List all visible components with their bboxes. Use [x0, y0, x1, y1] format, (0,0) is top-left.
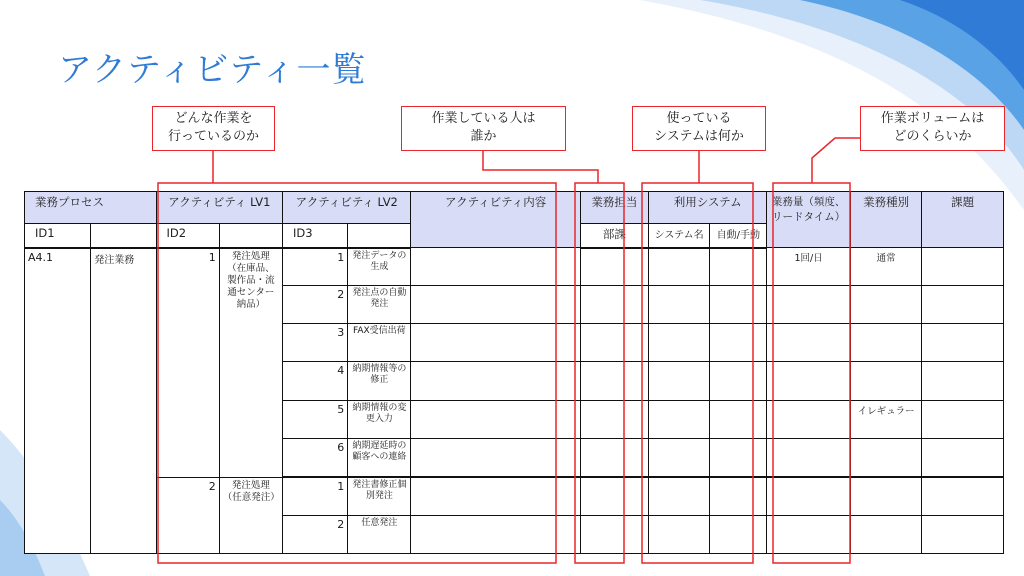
- header-auto-manual: 自動/手動: [710, 224, 767, 248]
- callout-line: 作業している人は: [431, 111, 536, 126]
- header-system: 利用システム: [649, 192, 767, 224]
- row-dept: [580, 400, 648, 438]
- row-id3: 2: [282, 286, 347, 324]
- activity-table: [24, 191, 1004, 554]
- row-auto-manual: [710, 362, 767, 400]
- row-type: イレギュラー: [850, 400, 921, 438]
- row-content: [411, 438, 580, 477]
- row-id3: 4: [282, 362, 347, 400]
- row-system-name: [649, 438, 710, 477]
- row-volume: [767, 286, 851, 324]
- row-type: [850, 515, 921, 553]
- header-process: 業務プロセス: [25, 192, 157, 224]
- row-system-name: [649, 286, 710, 324]
- row-id3: 3: [282, 324, 347, 362]
- row-id3: 2: [282, 515, 347, 553]
- row-system-name: [649, 515, 710, 553]
- row-activity: 納期情報等の修正: [348, 362, 411, 400]
- row-system-name: [649, 248, 710, 286]
- row-activity: 発注書修正個別発注: [348, 477, 411, 515]
- row-type: [850, 438, 921, 477]
- row-dept: [580, 362, 648, 400]
- header-lv1-blank: [219, 224, 282, 248]
- row-type: [850, 286, 921, 324]
- row-volume: [767, 477, 851, 515]
- row-dept: [580, 324, 648, 362]
- row-auto-manual: [710, 477, 767, 515]
- row-content: [411, 362, 580, 400]
- row-type: [850, 324, 921, 362]
- header-type: 業務種別: [850, 192, 921, 248]
- lv1-id: 2: [156, 477, 219, 553]
- row-content: [411, 400, 580, 438]
- callout-line: 行っているのか: [167, 129, 259, 144]
- header-lv2-blank: [348, 224, 411, 248]
- header-id3: ID3: [282, 224, 347, 248]
- row-volume: [767, 515, 851, 553]
- header-id2: ID2: [156, 224, 219, 248]
- header-lv2: アクティビティ LV2: [282, 192, 410, 224]
- row-issue: [922, 286, 1004, 324]
- row-system-name: [649, 477, 710, 515]
- row-issue: [922, 400, 1004, 438]
- process-id: A4.1: [25, 248, 91, 554]
- callout-line: 誰か: [470, 129, 497, 144]
- row-activity: 発注点の自動発注: [348, 286, 411, 324]
- callout-line: どんな作業を: [174, 111, 253, 126]
- row-type: [850, 362, 921, 400]
- callout-how-much-volume: [860, 106, 1005, 151]
- row-auto-manual: [710, 324, 767, 362]
- row-id3: 6: [282, 438, 347, 477]
- row-issue: [922, 248, 1004, 286]
- process-name: 発注業務: [91, 248, 156, 554]
- row-issue: [922, 477, 1004, 515]
- row-volume: [767, 362, 851, 400]
- row-issue: [922, 438, 1004, 477]
- header-dept: 部課: [580, 224, 648, 248]
- row-volume: [767, 324, 851, 362]
- row-id3: 5: [282, 400, 347, 438]
- row-issue: [922, 515, 1004, 553]
- row-activity: FAX受信出荷: [348, 324, 411, 362]
- callout-which-system: [632, 106, 766, 151]
- header-row-1: [25, 192, 1004, 224]
- row-activity: 任意発注: [348, 515, 411, 553]
- header-owner: 業務担当: [580, 192, 648, 224]
- row-auto-manual: [710, 438, 767, 477]
- row-dept: [580, 248, 648, 286]
- table-row: [25, 477, 1004, 515]
- lv1-name: 発注処理（在庫品、製作品・流通センター納品）: [219, 248, 282, 478]
- row-id3: 1: [282, 248, 347, 286]
- row-dept: [580, 286, 648, 324]
- row-system-name: [649, 400, 710, 438]
- header-lv1: アクティビティ LV1: [156, 192, 282, 224]
- row-content: [411, 324, 580, 362]
- row-content: [411, 248, 580, 286]
- lv1-name: 発注処理（任意発注）: [219, 477, 282, 553]
- row-volume: [767, 438, 851, 477]
- callout-line: システムは何か: [654, 129, 744, 144]
- header-system-name: システム名: [649, 224, 710, 248]
- row-content: [411, 515, 580, 553]
- row-dept: [580, 438, 648, 477]
- callout-what-work: [152, 106, 275, 151]
- lv1-id: 1: [156, 248, 219, 478]
- row-auto-manual: [710, 515, 767, 553]
- row-system-name: [649, 324, 710, 362]
- row-dept: [580, 515, 648, 553]
- row-issue: [922, 362, 1004, 400]
- row-auto-manual: [710, 286, 767, 324]
- header-issue: 課題: [922, 192, 1004, 248]
- row-content: [411, 477, 580, 515]
- row-auto-manual: [710, 248, 767, 286]
- callout-line: 使っている: [666, 111, 732, 126]
- header-process-blank: [91, 224, 156, 248]
- row-activity: 納期遅延時の顧客への連絡: [348, 438, 411, 477]
- row-auto-manual: [710, 400, 767, 438]
- row-activity: 発注データの生成: [348, 248, 411, 286]
- row-system-name: [649, 362, 710, 400]
- callout-who-works: [401, 106, 566, 151]
- page-title: アクティビティ一覧: [58, 50, 367, 90]
- row-dept: [580, 477, 648, 515]
- header-id1: ID1: [25, 224, 91, 248]
- callout-line: 作業ボリュームは: [880, 111, 985, 126]
- row-issue: [922, 324, 1004, 362]
- header-content: アクティビティ内容: [411, 192, 580, 248]
- row-type: [850, 477, 921, 515]
- table-row: [25, 248, 1004, 286]
- row-type: 通常: [850, 248, 921, 286]
- row-volume: 1回/日: [767, 248, 851, 286]
- header-volume: 業務量（頻度、リードタイム）: [767, 192, 851, 248]
- callout-line: どのくらいか: [893, 129, 972, 144]
- row-volume: [767, 400, 851, 438]
- row-content: [411, 286, 580, 324]
- row-activity: 納期情報の変更入力: [348, 400, 411, 438]
- row-id3: 1: [282, 477, 347, 515]
